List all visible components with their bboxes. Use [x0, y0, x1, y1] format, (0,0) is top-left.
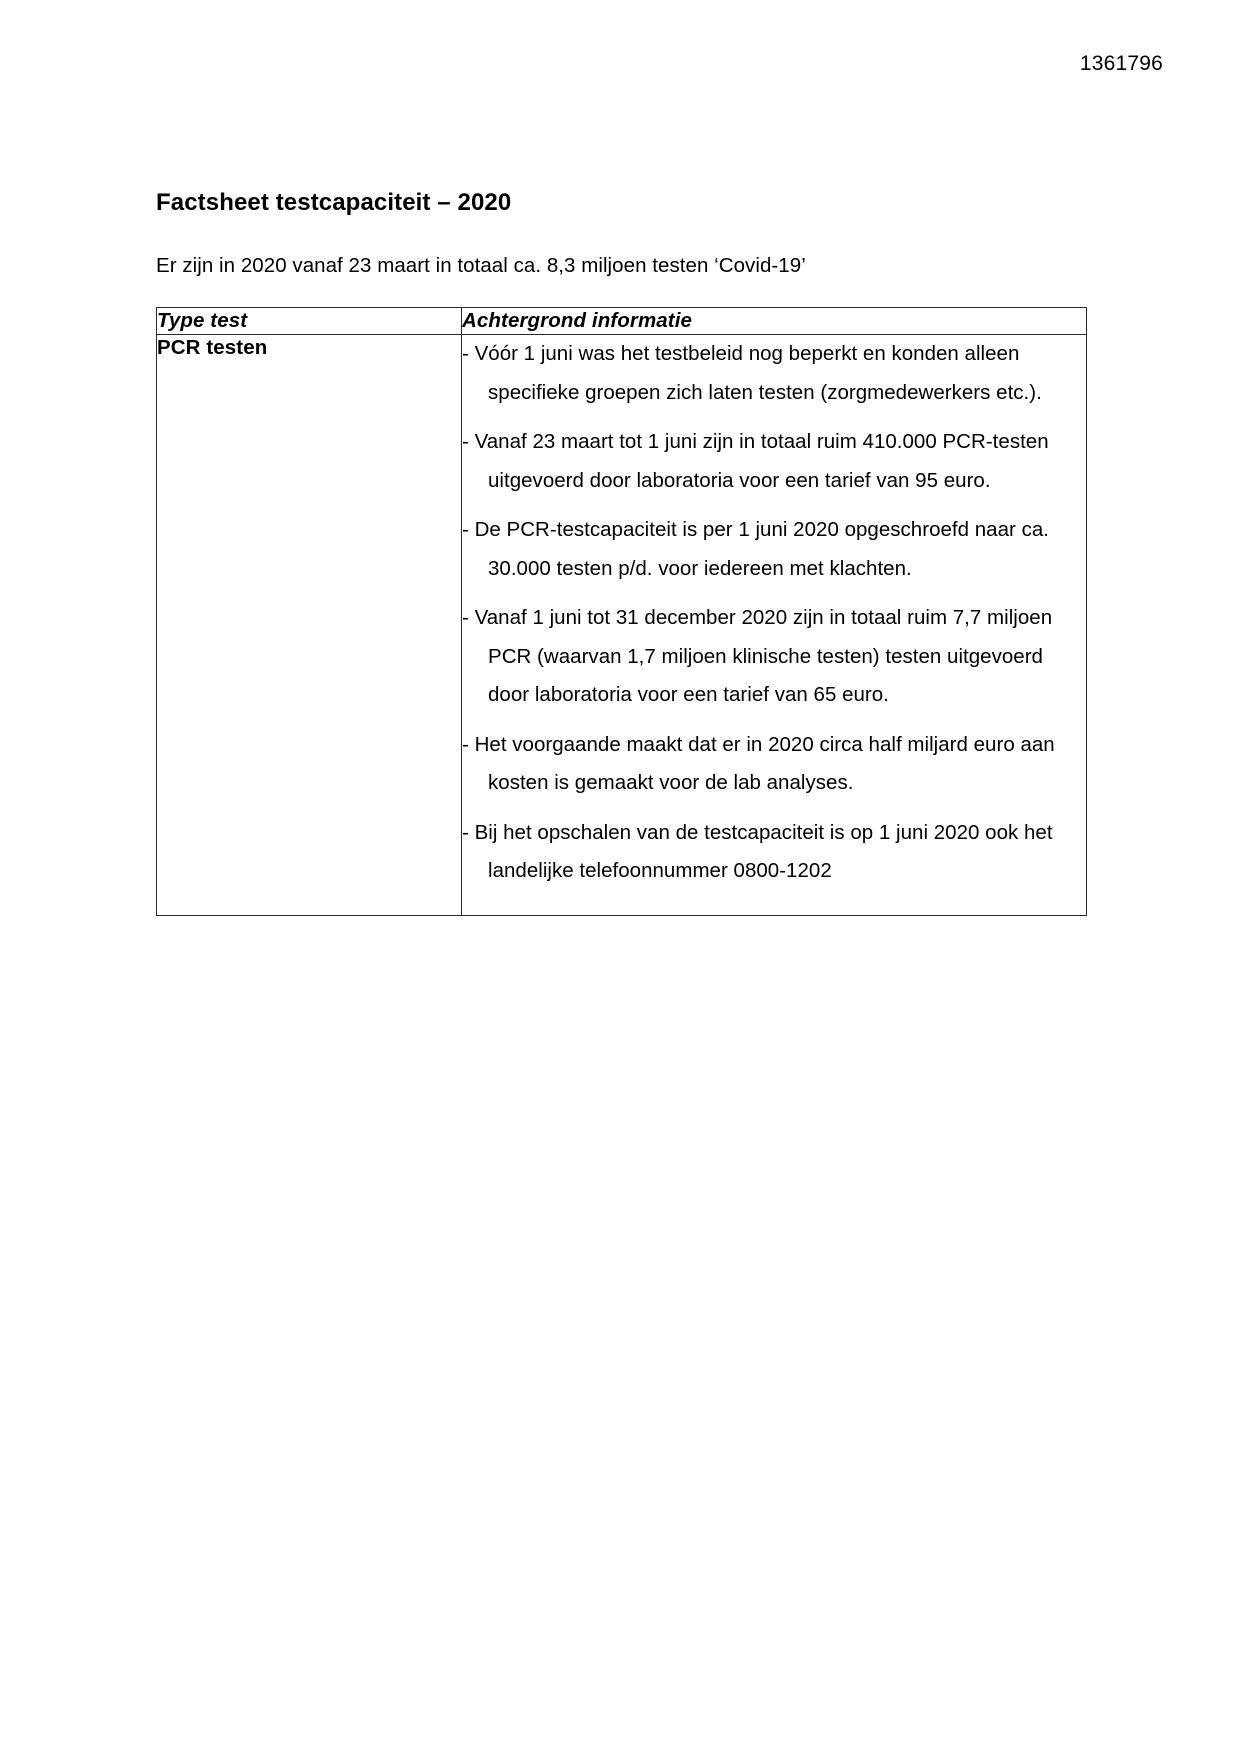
list-item-text: De PCR-testcapaciteit is per 1 juni 2020 opgeschroefd naar ca. 30.000 testen p/d. voor iedereen met klachten.: [474, 518, 1049, 580]
list-item: [462, 511, 1086, 588]
list-item: [462, 726, 1086, 803]
column-header-achtergrond-informatie: Achtergrond informatie: [462, 308, 1087, 335]
bullet-marker: -: [462, 518, 469, 541]
list-item-text: Het voorgaande maakt dat er in 2020 circa half miljard euro aan kosten is gemaakt voor de lab analyses.: [474, 732, 1055, 794]
list-item: [462, 599, 1086, 715]
list-item-text: Vanaf 23 maart tot 1 juni zijn in totaal ruim 410.000 PCR-testen uitgevoerd door laboratoria voor een tarief van 95 euro.: [474, 430, 1049, 492]
list-item-text: Bij het opschalen van de testcapaciteit is op 1 juni 2020 ook het landelijke telefoonnummer 0800-1202: [474, 820, 1053, 882]
cell-trailing-space: [462, 891, 1086, 915]
bullet-marker: -: [462, 342, 469, 365]
bullet-marker: -: [462, 732, 469, 756]
table-row: [157, 335, 1087, 916]
list-item: [462, 423, 1086, 500]
factsheet-table: [156, 307, 1087, 916]
list-item: [462, 814, 1086, 891]
list-item-text: Vóór 1 juni was het testbeleid nog beperkt en konden alleen specifieke groepen zich laten testen (zorgmedewerkers etc.).: [474, 342, 1042, 404]
table-header-row: [157, 308, 1087, 335]
cell-background-info: [462, 335, 1087, 916]
background-info-list: [462, 335, 1086, 891]
list-item: [462, 335, 1086, 412]
bullet-marker: -: [462, 820, 469, 844]
cell-test-type: PCR testen: [157, 335, 462, 916]
page-number: 1361796: [1079, 52, 1163, 75]
document-body: [156, 188, 1088, 916]
intro-paragraph: Er zijn in 2020 vanaf 23 maart in totaal ca. 8,3 miljoen testen ‘Covid-19’: [156, 254, 806, 277]
column-header-type-test: Type test: [157, 308, 462, 335]
page-title: Factsheet testcapaciteit – 2020: [156, 189, 512, 216]
list-item-text: Vanaf 1 juni tot 31 december 2020 zijn in totaal ruim 7,7 miljoen PCR (waarvan 1,7 miljoen klinische testen) testen uitgevoerd door laboratoria voor een tarief van 65 euro.: [474, 606, 1053, 706]
bullet-marker: -: [462, 606, 469, 629]
bullet-marker: -: [462, 430, 469, 453]
